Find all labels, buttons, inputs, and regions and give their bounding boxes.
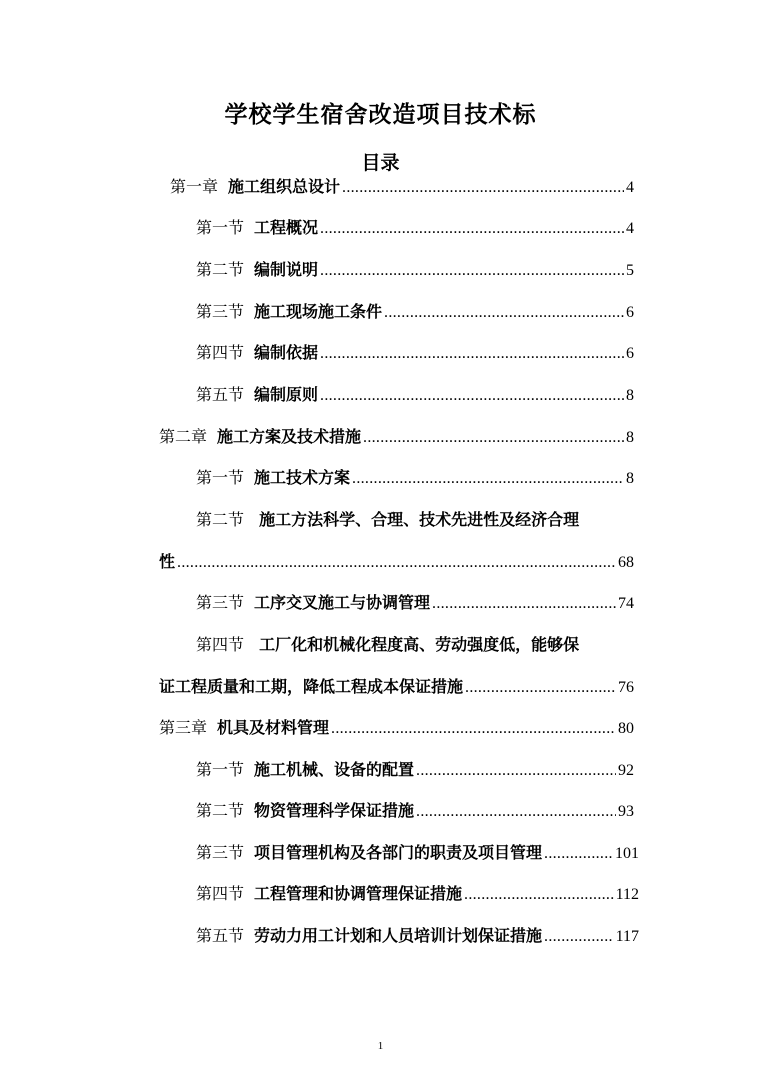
toc-entry-label: 第二节 <box>196 803 245 820</box>
toc-entry-page: 6 <box>626 304 634 321</box>
toc-section-entry-line1[interactable] <box>196 632 579 655</box>
toc-entry-label: 第一节 <box>196 470 245 487</box>
toc-entry-text: 编制说明 <box>254 260 319 279</box>
toc-entry-text: 工序交叉施工与协调管理 <box>254 593 431 612</box>
toc-leader-dots <box>320 387 624 405</box>
document-title: 学校学生宿舍改造项目技术标 <box>224 102 537 128</box>
toc-section-entry-line1[interactable] <box>196 507 579 530</box>
toc-entry-label: 第四节 <box>196 637 245 654</box>
toc-entry-text: 施工机械、设备的配置 <box>254 760 415 779</box>
page-number: 1 <box>377 1040 384 1052</box>
toc-leader-dots <box>342 179 624 197</box>
toc-section-entry[interactable] <box>196 215 634 238</box>
toc-section-entry[interactable] <box>196 881 639 904</box>
toc-entry-page: 8 <box>626 387 634 404</box>
toc-entry-page: 76 <box>618 679 634 696</box>
toc-entry-page: 92 <box>618 762 634 779</box>
toc-entry-text: 施工现场施工条件 <box>254 302 383 321</box>
toc-leader-dots <box>177 554 616 572</box>
toc-entry-text: 劳动力用工计划和人员培训计划保证措施 <box>254 926 543 945</box>
toc-entry-page: 8 <box>626 470 634 487</box>
toc-leader-dots <box>416 803 616 821</box>
toc-entry-label: 第四节 <box>196 345 245 362</box>
toc-entry-label: 第二章 <box>159 429 208 446</box>
toc-section-entry[interactable] <box>196 590 634 613</box>
toc-leader-dots <box>320 220 624 238</box>
toc-entry-label: 第五节 <box>196 387 245 404</box>
toc-entry-text: 机具及材料管理 <box>217 718 330 737</box>
toc-leader-dots <box>331 720 616 738</box>
toc-section-entry[interactable] <box>196 840 639 863</box>
toc-entry-text-continued: 证工程质量和工期，降低工程成本保证措施 <box>159 677 464 696</box>
toc-leader-dots <box>384 304 624 322</box>
toc-entry-text: 物资管理科学保证措施 <box>254 801 415 820</box>
toc-section-entry[interactable] <box>196 798 634 821</box>
toc-entry-label: 第三节 <box>196 845 245 862</box>
toc-entry-text: 工程管理和协调管理保证措施 <box>254 884 463 903</box>
toc-entry-page: 101 <box>615 845 639 862</box>
toc-entry-text: 施工方法科学、合理、技术先进性及经济合理 <box>259 510 580 529</box>
toc-entry-page: 4 <box>626 179 634 196</box>
toc-heading: 目录 <box>361 152 400 174</box>
toc-entry-text: 工程概况 <box>254 218 319 237</box>
toc-entry-text: 施工技术方案 <box>254 468 351 487</box>
toc-entry-text: 编制原则 <box>254 385 319 404</box>
toc-leader-dots <box>363 429 624 447</box>
toc-entry-text: 施工方案及技术措施 <box>217 427 362 446</box>
toc-entry-page: 5 <box>626 262 634 279</box>
toc-entry-label: 第三节 <box>196 595 245 612</box>
toc-leader-dots <box>432 595 616 613</box>
toc-section-entry[interactable] <box>196 923 639 946</box>
toc-section-entry[interactable] <box>196 299 634 322</box>
toc-leader-dots <box>544 845 613 863</box>
toc-leader-dots <box>320 262 624 280</box>
toc-section-entry[interactable] <box>196 465 634 488</box>
toc-section-entry-line2[interactable] <box>159 674 634 697</box>
toc-entry-page: 80 <box>618 720 634 737</box>
toc-entry-label: 第一节 <box>196 762 245 779</box>
toc-entry-label: 第一节 <box>196 220 245 237</box>
toc-entry-label: 第二节 <box>196 262 245 279</box>
toc-entry-label: 第二节 <box>196 512 245 529</box>
toc-entry-page: 4 <box>626 220 634 237</box>
toc-section-entry[interactable] <box>196 257 634 280</box>
toc-leader-dots <box>464 886 614 904</box>
toc-entry-text: 工厂化和机械化程度高、劳动强度低，能够保 <box>259 635 580 654</box>
toc-section-entry-line2[interactable] <box>159 549 634 572</box>
toc-entry-text: 项目管理机构及各部门的职责及项目管理 <box>254 843 543 862</box>
toc-entry-label: 第三节 <box>196 304 245 321</box>
toc-entry-page: 93 <box>618 803 634 820</box>
toc-leader-dots <box>320 345 624 363</box>
toc-leader-dots <box>465 679 616 697</box>
toc-entry-label: 第五节 <box>196 928 245 945</box>
toc-entry-text: 施工组织总设计 <box>228 177 341 196</box>
toc-section-entry[interactable] <box>196 340 634 363</box>
toc-leader-dots <box>544 928 614 946</box>
toc-chapter-entry[interactable] <box>159 424 634 447</box>
toc-entry-page: 74 <box>618 595 634 612</box>
toc-entry-label: 第四节 <box>196 886 245 903</box>
toc-entry-page: 6 <box>626 345 634 362</box>
toc-entry-page: 112 <box>615 886 639 903</box>
toc-chapter-entry[interactable] <box>170 174 634 197</box>
toc-entry-label: 第一章 <box>170 179 219 196</box>
toc-entry-page: 8 <box>626 429 634 446</box>
toc-leader-dots <box>416 762 616 780</box>
toc-entry-label: 第三章 <box>159 720 208 737</box>
toc-section-entry[interactable] <box>196 757 634 780</box>
toc-entry-page: 117 <box>615 928 639 945</box>
toc-leader-dots <box>352 470 624 488</box>
toc-chapter-entry[interactable] <box>159 715 634 738</box>
toc-entry-page: 68 <box>618 554 634 571</box>
toc-entry-text: 编制依据 <box>254 343 319 362</box>
toc-section-entry[interactable] <box>196 382 634 405</box>
toc-entry-text-continued: 性 <box>159 552 176 571</box>
